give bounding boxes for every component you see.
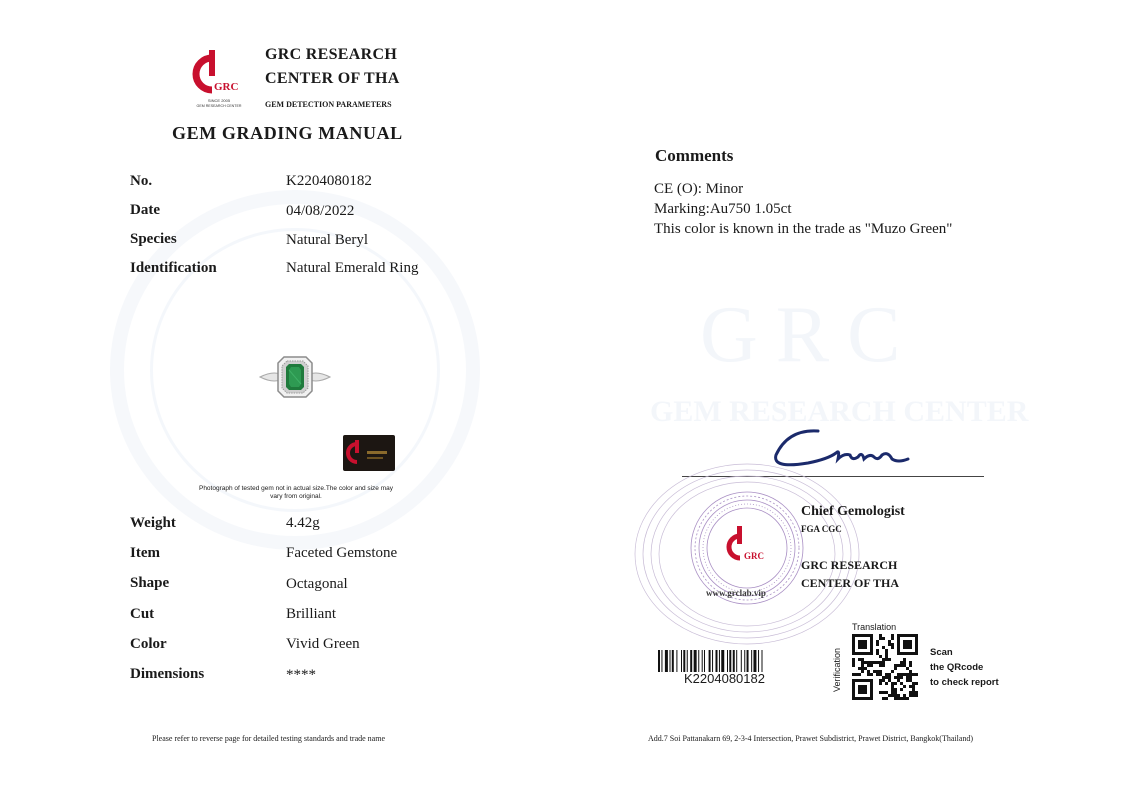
value-no: K2204080182 (286, 173, 372, 189)
comment-line-2: Marking:Au750 1.05ct (654, 201, 792, 217)
label-date: Date (130, 202, 160, 218)
label-cut: Cut (130, 606, 155, 622)
label-color: Color (130, 636, 167, 652)
footer-address: Add.7 Soi Pattanakarn 69, 2-3-4 Intersection, Prawet Subdistrict, Prawet District, Bangkok(Thailand) (648, 734, 974, 743)
sample-thumbnail (343, 435, 395, 471)
grc-logo (192, 48, 247, 110)
watermark-grc: GRC (700, 291, 919, 379)
label-identification: Identification (130, 260, 217, 276)
chief-gemologist-title: Chief Gemologist (801, 504, 905, 519)
seal-org-line1: GRC RESEARCH (801, 558, 898, 572)
logo-center-text: GEM RESEARCH CENTER (196, 104, 242, 108)
qr-translation-label: Translation (852, 622, 897, 632)
label-species: Species (130, 231, 177, 247)
value-weight: 4.42g (286, 515, 320, 531)
comment-line-1: CE (O): Minor (654, 181, 744, 197)
ring-photo (258, 354, 332, 400)
label-item: Item (130, 545, 160, 561)
comment-line-3: This color is known in the trade as "Muzo Green" (654, 221, 953, 237)
label-no: No. (130, 173, 153, 189)
grc-seal (632, 462, 862, 647)
label-weight: Weight (130, 515, 176, 531)
value-species: Natural Beryl (286, 232, 369, 248)
footer-note-left: Please refer to reverse page for detailed testing standards and trade name (152, 734, 386, 743)
value-date: 04/08/2022 (286, 203, 355, 219)
scan-line-2: the QRcode (930, 662, 984, 673)
org-name-line1: GRC RESEARCH (265, 46, 398, 63)
svg-text:GRC: GRC (744, 551, 764, 561)
org-name-line2: CENTER OF THA (265, 70, 400, 87)
comments-heading: Comments (655, 146, 734, 165)
logo-text: GRC (214, 81, 239, 93)
gemologist-credentials: FGA CGC (801, 524, 842, 534)
value-item: Faceted Gemstone (286, 545, 398, 561)
photo-disclaimer: Photograph of tested gem not in actual size.The color and size may vary from original. (198, 485, 394, 500)
page-title: GEM GRADING MANUAL (172, 123, 403, 143)
scan-line-3: to check report (930, 677, 999, 688)
qr-code[interactable] (852, 634, 918, 700)
org-tagline: GEM DETECTION PARAMETERS (265, 100, 392, 109)
value-shape: Octagonal (286, 576, 348, 592)
value-color: Vivid Green (286, 636, 360, 652)
label-dimensions: Dimensions (130, 666, 205, 682)
barcode (658, 650, 800, 672)
watermark-gem-research-center: GEM RESEARCH CENTER (650, 395, 1029, 428)
label-shape: Shape (130, 575, 170, 591)
value-cut: Brilliant (286, 606, 336, 622)
barcode-number: K2204080182 (684, 671, 765, 686)
value-identification: Natural Emerald Ring (286, 260, 419, 276)
website-link[interactable]: www.grclab.vip (706, 588, 766, 598)
qr-verification-label: Verification (832, 647, 842, 692)
seal-org-line2: CENTER OF THA (801, 576, 900, 590)
scan-line-1: Scan (930, 647, 953, 658)
logo-since: SINCE 2005 (207, 98, 231, 103)
value-dimensions: **** (286, 667, 316, 683)
